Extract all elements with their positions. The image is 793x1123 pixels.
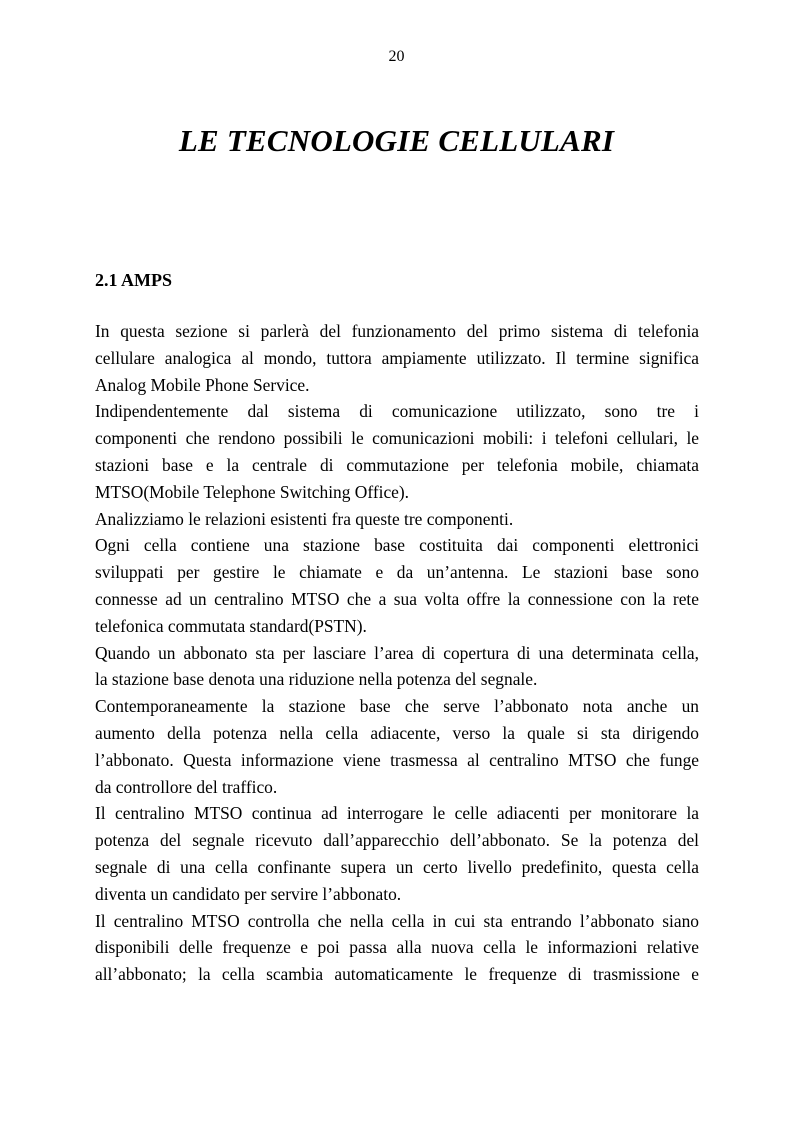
paragraph: [95, 398, 699, 505]
text-line: da controllore del traffico.: [95, 776, 278, 797]
paragraph: [95, 693, 699, 800]
section-heading: 2.1 AMPS: [95, 270, 173, 290]
text-line: stazioni base e la centrale di commutazione per telefonia mobile, chiamata: [95, 454, 699, 475]
paragraph: [95, 908, 699, 988]
paragraph: [95, 800, 699, 907]
text-line: la stazione base denota una riduzione nella potenza del segnale.: [95, 669, 538, 690]
text-line: Quando un abbonato sta per lasciare l’area di copertura di una determinata cella,: [95, 642, 699, 663]
paragraph: [95, 318, 699, 398]
text-line: cellulare analogica al mondo, tuttora ampiamente utilizzato. Il termine significa: [95, 347, 699, 368]
text-line: Indipendentemente dal sistema di comunicazione utilizzato, sono tre i: [95, 401, 699, 422]
text-line: all’abbonato; la cella scambia automaticamente le frequenze di trasmissione e: [95, 964, 699, 985]
text-line: Analizziamo le relazioni esistenti fra queste tre componenti.: [95, 508, 514, 529]
text-line: sviluppati per gestire le chiamate e da un’antenna. Le stazioni base sono: [95, 562, 699, 583]
text-line: Ogni cella contiene una stazione base costituita dai componenti elettronici: [95, 535, 699, 556]
text-line: disponibili delle frequenze e poi passa alla nuova cella le informazioni relative: [95, 937, 699, 958]
text-line: In questa sezione si parlerà del funzionamento del primo sistema di telefonia: [95, 321, 699, 341]
page-number: 20: [388, 48, 405, 65]
body-text: [95, 318, 699, 988]
text-line: aumento della potenza nella cella adiacente, verso la quale si sta dirigendo: [95, 722, 699, 743]
text-line: Contemporaneamente la stazione base che serve l’abbonato nota anche un: [95, 696, 699, 717]
text-line: componenti che rendono possibili le comunicazioni mobili: i telefoni cellulari, le: [95, 428, 699, 449]
chapter-title: LE TECNOLOGIE CELLULARI: [178, 123, 615, 158]
text-line: Il centralino MTSO continua ad interrogare le celle adiacenti per monitorare la: [95, 803, 699, 824]
text-line: telefonica commutata standard(PSTN).: [95, 615, 367, 636]
text-line: connesse ad un centralino MTSO che a sua volta offre la connessione con la rete: [95, 588, 699, 609]
text-line: Analog Mobile Phone Service.: [95, 374, 310, 395]
paragraph: [95, 640, 699, 694]
text-line: l’abbonato. Questa informazione viene trasmessa al centralino MTSO che funge: [95, 749, 699, 770]
text-line: potenza del segnale ricevuto dall’apparecchio dell’abbonato. Se la potenza del: [95, 830, 699, 851]
text-line: diventa un candidato per servire l’abbonato.: [95, 883, 402, 904]
paragraph: [95, 506, 699, 533]
paragraph: [95, 532, 699, 639]
text-line: MTSO(Mobile Telephone Switching Office).: [95, 481, 410, 502]
text-line: segnale di una cella confinante supera un certo livello predefinito, questa cella: [95, 856, 699, 877]
text-line: Il centralino MTSO controlla che nella cella in cui sta entrando l’abbonato siano: [95, 910, 699, 931]
